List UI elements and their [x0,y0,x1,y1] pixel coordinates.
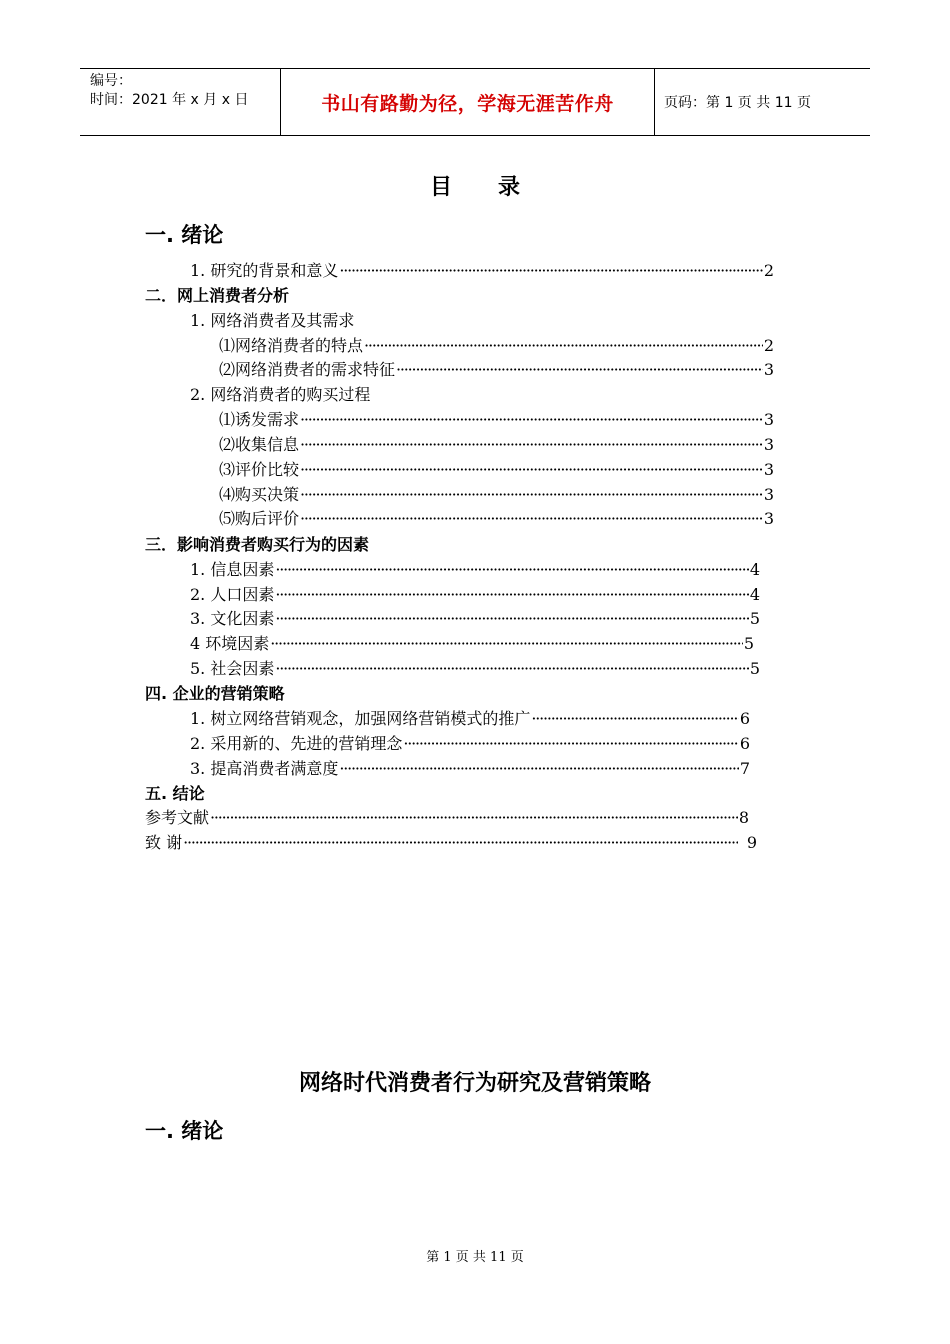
toc-entry-label: 致 谢 [145,833,183,852]
toc-entry[interactable] [190,733,750,755]
toc-entry-label: 2. 人口因素 [190,585,275,604]
toc-section-heading: 五. 结论 [145,784,205,803]
toc-entry-page: 3 [763,460,774,479]
time-label: 时间：2021 年 x 月 x 日 [90,92,249,108]
toc-entry-label: 3. 文化因素 [190,609,275,628]
toc-entry[interactable] [190,608,760,630]
toc-entry[interactable] [219,434,774,456]
toc-entry[interactable] [219,484,774,506]
toc-title: 目录 [429,175,566,200]
toc-entry-page: 6 [739,734,750,753]
number-label: 编号： [90,73,132,89]
page-header [80,68,870,136]
toc-entry-label: 1. 研究的背景和意义 [190,261,339,280]
toc-entry-page: 8 [738,808,749,827]
toc-entry-page: 3 [763,509,774,528]
toc-section-heading: 一. 绪论 [145,223,224,247]
toc-entry-page: 3 [763,410,774,429]
toc-entry-label: ⑷购买决策 [219,485,300,504]
toc-entry[interactable] [145,832,757,854]
toc-entry[interactable] [190,559,760,581]
toc-entry[interactable] [219,508,774,530]
toc-entry[interactable] [145,807,749,829]
toc-entry[interactable] [219,409,774,431]
toc-entry-label: 1. 树立网络营销观念，加强网络营销模式的推广 [190,709,531,728]
toc-entry-label: ⑴网络消费者的特点 [219,336,364,355]
toc-entry-label: ⑵网络消费者的需求特征 [219,360,396,379]
toc-entry-page: 3 [763,435,774,454]
section-heading: 一. 绪论 [145,1119,224,1143]
toc-entry[interactable] [190,584,760,606]
toc-entry-page: 3 [763,360,774,379]
toc-section-heading: 三．影响消费者购买行为的因素 [145,535,370,554]
toc-entry[interactable] [190,260,774,282]
toc-entry[interactable] [190,708,750,730]
toc-entry-label: 3. 提高消费者满意度 [190,759,339,778]
header-page-info: 页码：第 1 页 共 11 页 [664,95,811,111]
toc-entry-page: 7 [739,759,750,778]
toc-entry-page: 5 [743,634,754,653]
toc-entry[interactable] [190,658,760,680]
toc-entry[interactable] [219,335,774,357]
toc-entry[interactable] [219,459,774,481]
header-motto: 书山有路勤为径，学海无涯苦作舟 [281,69,655,135]
toc-entry-label: ⑶评价比较 [219,460,300,479]
toc-entry-page: 9 [746,833,757,852]
toc-entry-page: 6 [739,709,750,728]
toc-group-label: 1. 网络消费者及其需求 [190,311,355,330]
toc-section-heading: 二．网上消费者分析 [145,286,290,305]
toc-group-label: 2. 网络消费者的购买过程 [190,385,371,404]
page-footer: 第 1 页 共 11 页 [426,1250,524,1265]
toc-entry-page: 4 [749,585,760,604]
toc-entry-label: 4 环境因素 [190,634,270,653]
toc-entry-page: 2 [763,336,774,355]
toc-entry-page: 3 [763,485,774,504]
toc-entry-label: 2. 采用新的、先进的营销理念 [190,734,403,753]
toc-entry-label: 5. 社会因素 [190,659,275,678]
toc-entry-label: ⑵收集信息 [219,435,300,454]
toc-entry[interactable] [219,359,774,381]
toc-entry[interactable] [190,758,750,780]
header-meta [80,69,281,135]
toc-entry-page: 4 [749,560,760,579]
toc-entry-label: ⑴诱发需求 [219,410,300,429]
toc-entry-label: ⑸购后评价 [219,509,300,528]
toc-entry-label: 1. 信息因素 [190,560,275,579]
toc-section-heading: 四. 企业的营销策略 [145,684,285,703]
toc-entry-page: 5 [749,609,760,628]
toc-entry-page: 5 [749,659,760,678]
toc-entry[interactable] [190,633,754,655]
toc-entry-label: 参考文献 [145,808,210,827]
toc-entry-page: 2 [763,261,774,280]
document-title: 网络时代消费者行为研究及营销策略 [298,1071,651,1096]
